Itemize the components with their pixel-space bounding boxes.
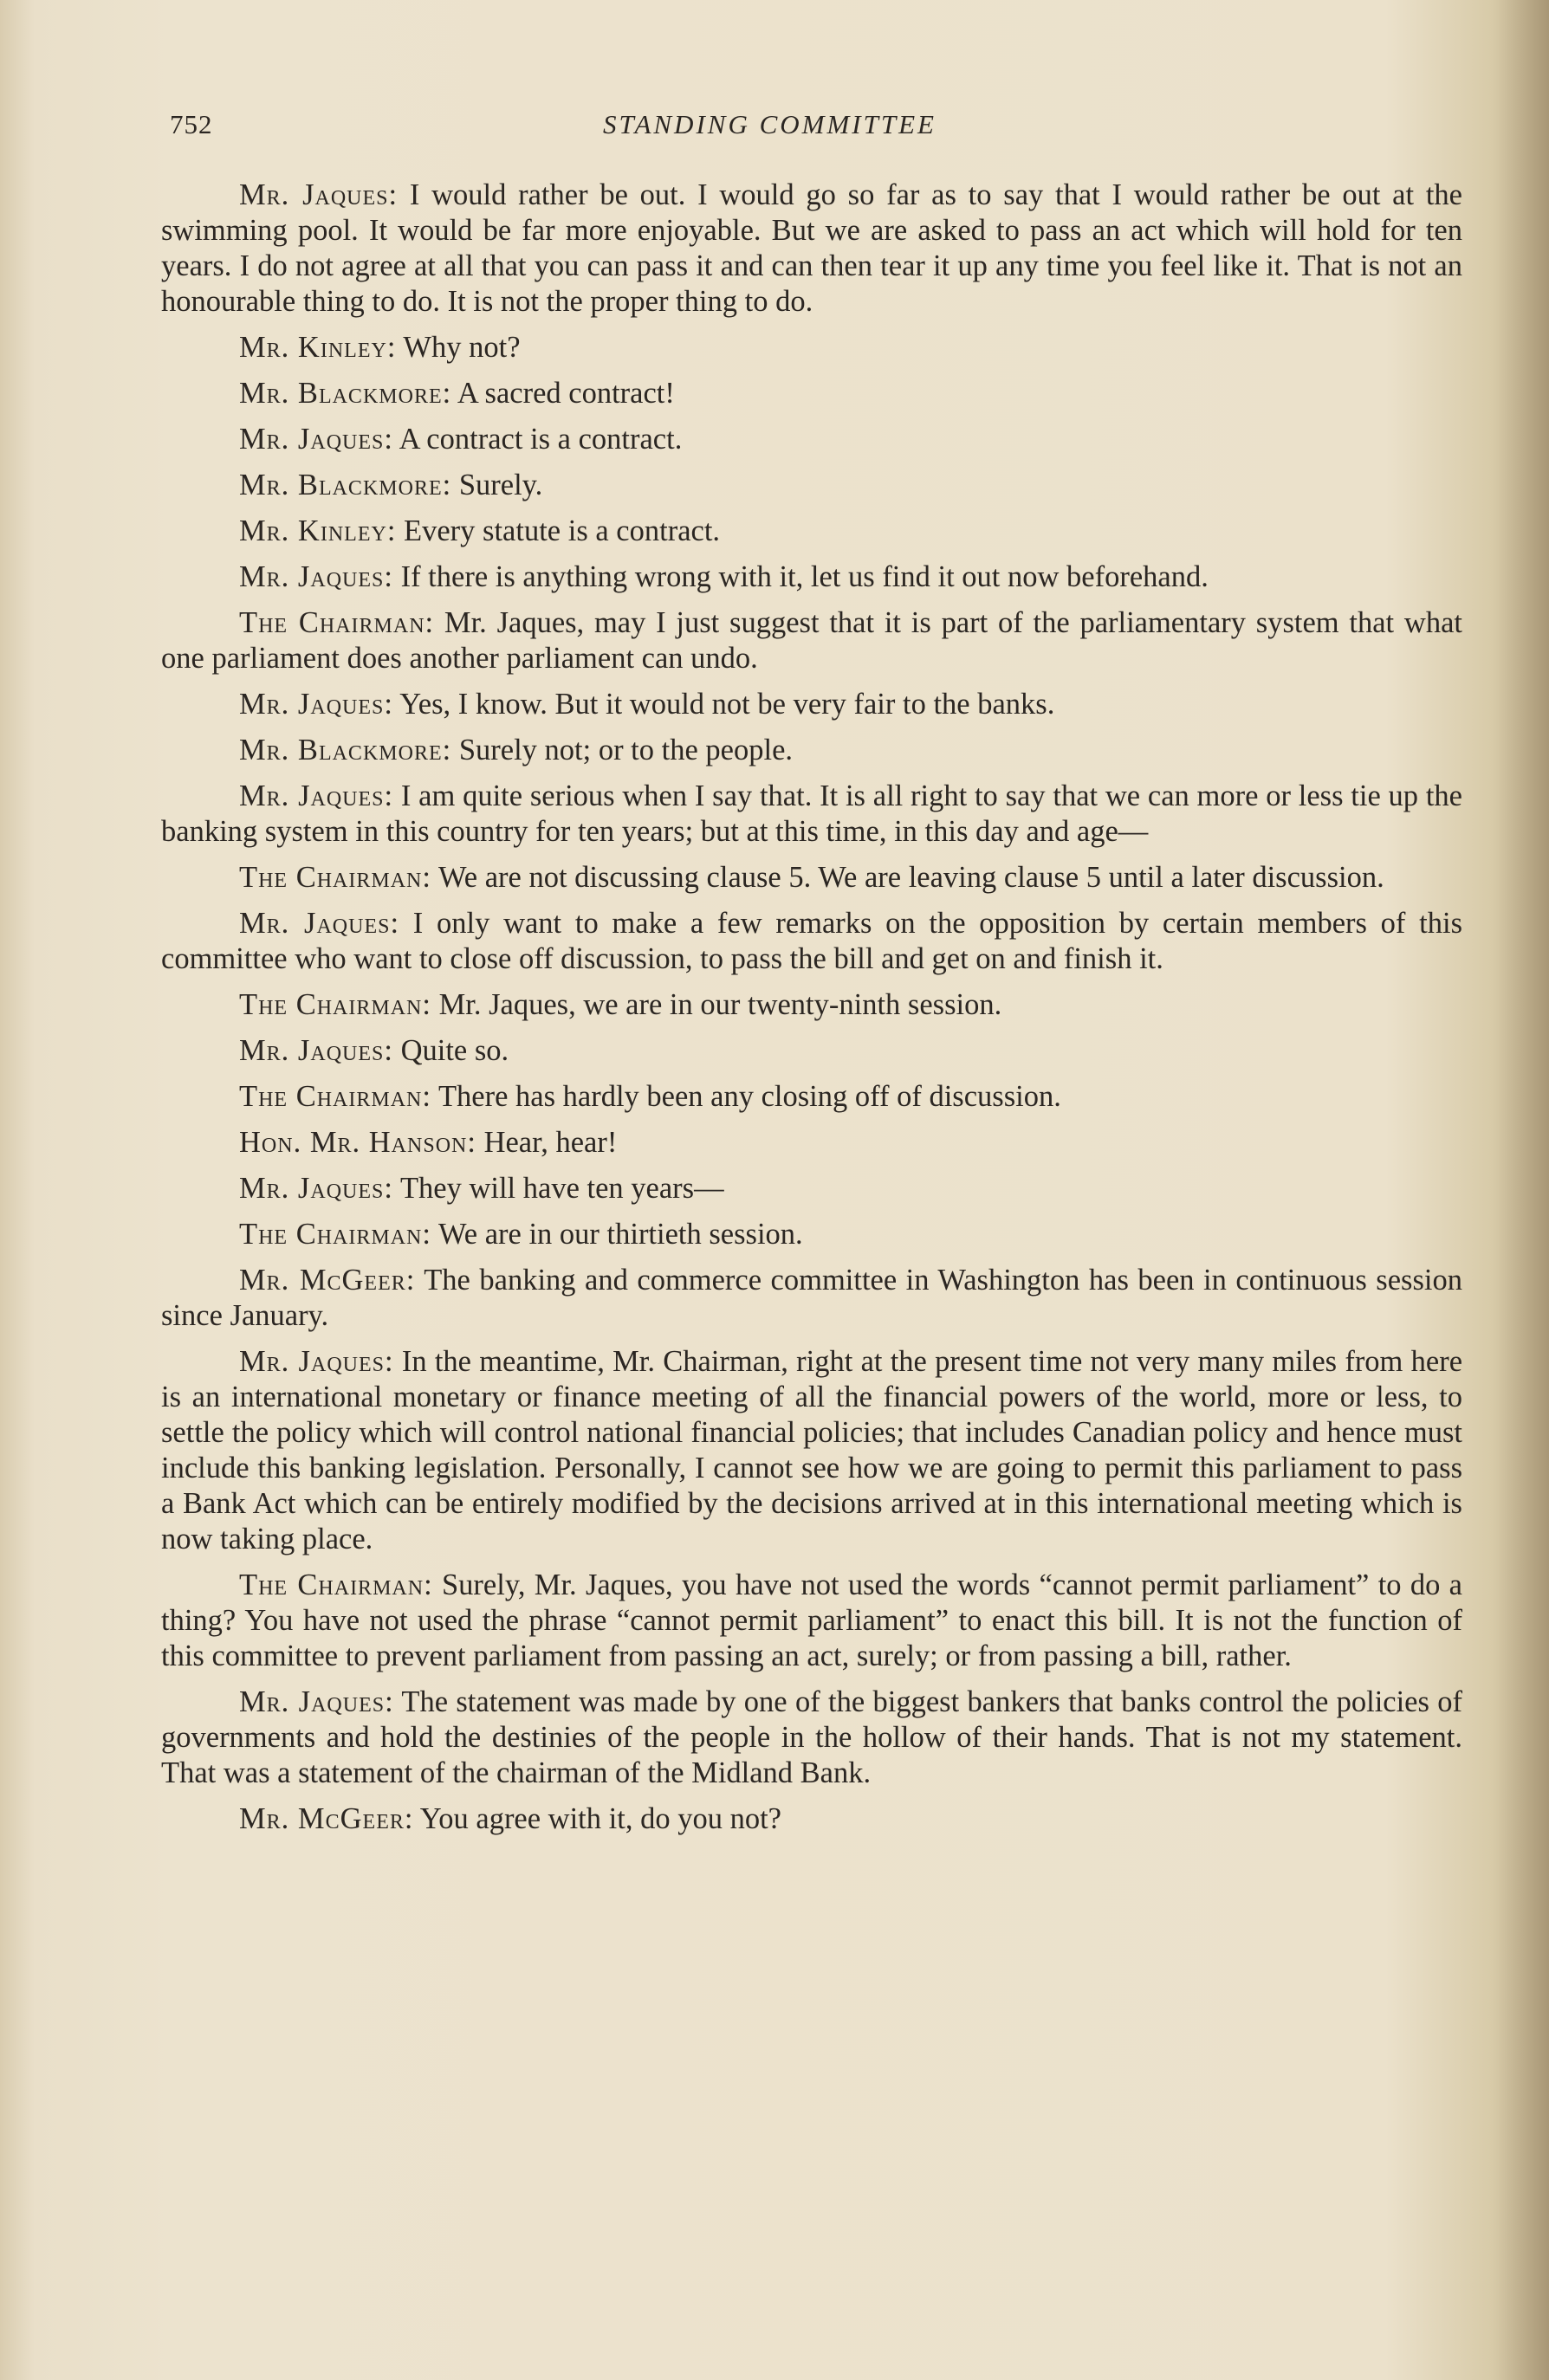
- speech-text: If there is anything wrong with it, let us find it out now beforehand.: [392, 560, 1209, 593]
- speaker-name: The Chairman:: [239, 1568, 433, 1601]
- speaker-name: Mr. Jaques:: [239, 907, 400, 940]
- paragraph: [161, 860, 1462, 896]
- paragraph: [161, 1125, 1462, 1161]
- paragraph: [161, 1263, 1462, 1334]
- speaker-name: Mr. McGeer:: [239, 1802, 414, 1835]
- speech-text: Mr. Jaques, we are in our twenty-ninth session.: [431, 988, 1002, 1021]
- speaker-name: Mr. Kinley:: [239, 331, 397, 364]
- paragraph: [161, 687, 1462, 722]
- speaker-name: Mr. Jaques:: [239, 560, 393, 593]
- speaker-name: Mr. Blackmore:: [239, 734, 452, 766]
- speech-text: We are in our thirtieth session.: [431, 1218, 803, 1251]
- paragraph: [161, 422, 1462, 457]
- transcript-body: [161, 178, 1462, 1847]
- speech-text: The banking and commerce committee in Washington has been in continuous session since January.: [161, 1264, 1462, 1332]
- speech-text: I only want to make a few remarks on the opposition by certain members of this committee who want to close off discussion, to pass the bill and get on and finish it.: [161, 907, 1462, 975]
- speaker-name: Mr. Jaques:: [239, 423, 393, 456]
- speech-text: In the meantime, Mr. Chairman, right at the present time not very many miles from here is an international monetary or finance meeting of all the financial powers of the world, more or less, to settle the policy which will control national financial policies; that includes Canadian policy and hence must include this banking legislation. Personally, I cannot see how we are going to permit this parliament to pass a Bank Act which can be entirely modified by the decisions arrived at in this international meeting which is now taking place.: [161, 1345, 1463, 1555]
- speaker-name: The Chairman:: [239, 1080, 431, 1113]
- speech-text: Every statute is a contract.: [396, 514, 721, 547]
- speech-text: I am quite serious when I say that. It is all right to say that we can more or less tie up the banking system in this country for ten years; but at this time, in this day and age—: [161, 779, 1462, 848]
- paragraph: [161, 1568, 1462, 1674]
- speech-text: Surely not; or to the people.: [451, 734, 794, 766]
- running-head: STANDING COMMITTEE: [603, 109, 937, 139]
- speaker-name: Mr. Jaques:: [239, 178, 399, 211]
- speech-text: The statement was made by one of the biggest bankers that banks control the policies of governments and hold the destinies of the people in the hollow of their hands. That is not my statement. That was a statement of the chairman of the Midland Bank.: [161, 1685, 1462, 1789]
- speech-text: Surely.: [451, 469, 543, 501]
- speech-text: Mr. Jaques, may I just suggest that it is part of the parliamentary system that what one parliament does another parliament can undo.: [161, 606, 1462, 675]
- speaker-name: Mr. Jaques:: [239, 1034, 393, 1067]
- paragraph: [161, 468, 1462, 503]
- paragraph: [161, 178, 1462, 320]
- paragraph: [161, 330, 1462, 365]
- paragraph: [161, 1217, 1462, 1252]
- speech-text: You agree with it, do you not?: [413, 1802, 781, 1835]
- speaker-name: The Chairman:: [239, 606, 435, 639]
- page-number: 752: [170, 109, 213, 139]
- paragraph: [161, 605, 1462, 676]
- speaker-name: Mr. Jaques:: [239, 688, 393, 721]
- speaker-name: The Chairman:: [239, 1218, 431, 1251]
- speaker-name: Mr. Jaques:: [239, 1172, 393, 1205]
- paragraph: [161, 559, 1462, 595]
- speaker-name: The Chairman:: [239, 861, 431, 894]
- speech-text: There has hardly been any closing off of discussion.: [431, 1080, 1061, 1113]
- speech-text: A sacred contract!: [451, 377, 675, 410]
- paragraph: [161, 1079, 1462, 1115]
- speech-text: I would rather be out. I would go so far as to say that I would rather be out at the swimming pool. It would be far more enjoyable. But we are asked to pass an act which will hold for ten years. I do not agree at all that you can pass it and can then tear it up any time you feel like it. That is not an honourable thing to do. It is not the proper thing to do.: [161, 178, 1462, 318]
- speaker-name: Mr. Jaques:: [239, 779, 394, 812]
- speech-text: Hear, hear!: [476, 1126, 618, 1159]
- speaker-name: Mr. Jaques:: [239, 1345, 394, 1378]
- paragraph: [161, 733, 1462, 768]
- speech-text: Quite so.: [392, 1034, 509, 1067]
- speech-text: They will have ten years—: [392, 1172, 724, 1205]
- speech-text: Yes, I know. But it would not be very fair to the banks.: [392, 688, 1055, 721]
- paragraph: [161, 779, 1462, 850]
- paragraph: [161, 987, 1462, 1023]
- paragraph: [161, 1344, 1462, 1557]
- speaker-name: The Chairman:: [239, 988, 431, 1021]
- page-header: [170, 109, 1469, 152]
- paragraph: [161, 514, 1462, 549]
- paragraph: [161, 376, 1462, 411]
- speaker-name: Hon. Mr. Hanson:: [239, 1126, 476, 1159]
- speaker-name: Mr. Kinley:: [239, 514, 397, 547]
- speaker-name: Mr. Blackmore:: [239, 377, 452, 410]
- paragraph: [161, 1171, 1462, 1206]
- speech-text: A contract is a contract.: [392, 423, 683, 456]
- speech-text: We are not discussing clause 5. We are leaving clause 5 until a later discussion.: [431, 861, 1384, 894]
- paragraph: [161, 1033, 1462, 1069]
- paragraph: [161, 1685, 1462, 1791]
- page-edge-shadow: [1497, 0, 1549, 2380]
- paragraph: [161, 906, 1462, 977]
- speaker-name: Mr. Jaques:: [239, 1685, 394, 1718]
- speaker-name: Mr. McGeer:: [239, 1264, 416, 1297]
- speech-text: Surely, Mr. Jaques, you have not used the words “cannot permit parliament” to do a thing? You have not used the phrase “cannot permit parliament” to enact this bill. It is not the function of this committee to prevent parliament from passing an act, surely; or from passing a bill, rather.: [161, 1568, 1462, 1672]
- paragraph: [161, 1801, 1462, 1837]
- speaker-name: Mr. Blackmore:: [239, 469, 452, 501]
- speech-text: Why not?: [396, 331, 521, 364]
